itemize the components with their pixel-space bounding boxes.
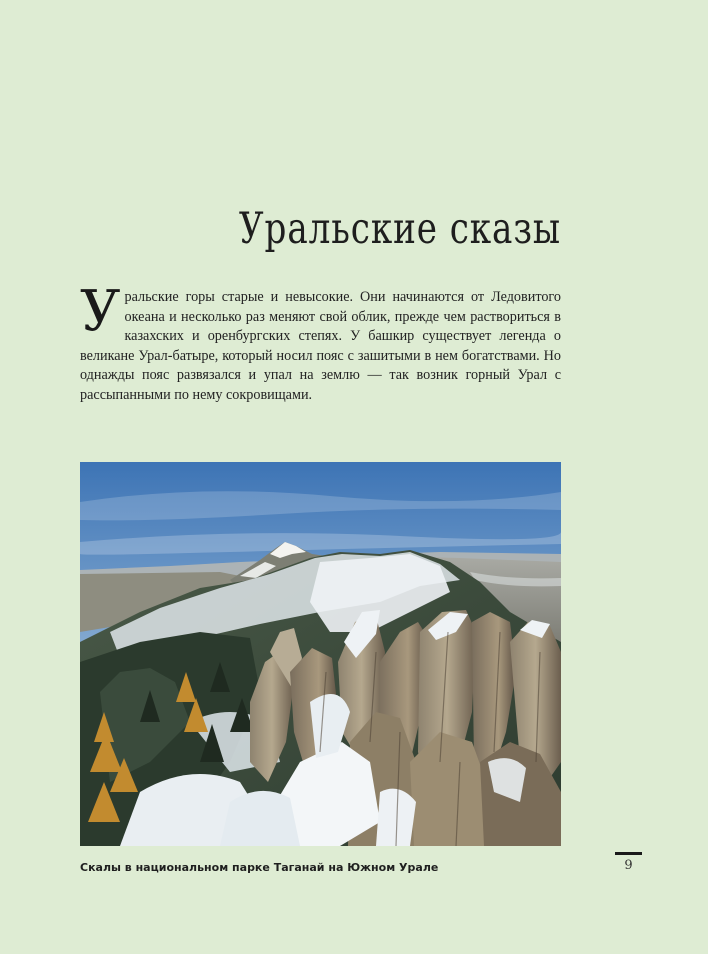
mountain-photo [80, 462, 561, 846]
drop-cap: У [80, 279, 121, 344]
intro-paragraph [80, 279, 561, 406]
page-title: Уральские сказы [238, 204, 561, 254]
page-number-rule [615, 852, 642, 855]
intro-text: ральские горы старые и невысокие. Они начинаются от Ледовитого океана и несколько раз меняют свой облик, прежде чем раствориться в казахских и оренбургских степях. У башкир существует легенда о великане Урал-батыре, который носил пояс с зашитыми в нем богатствами. Но однажды пояс развязался и упал на землю — так возник горный Урал с рассыпанными по нему сокровищами. [80, 289, 561, 403]
photo-caption: Скалы в национальном парке Таганай на Южном Урале [80, 861, 439, 874]
page-number: 9 [624, 858, 633, 873]
